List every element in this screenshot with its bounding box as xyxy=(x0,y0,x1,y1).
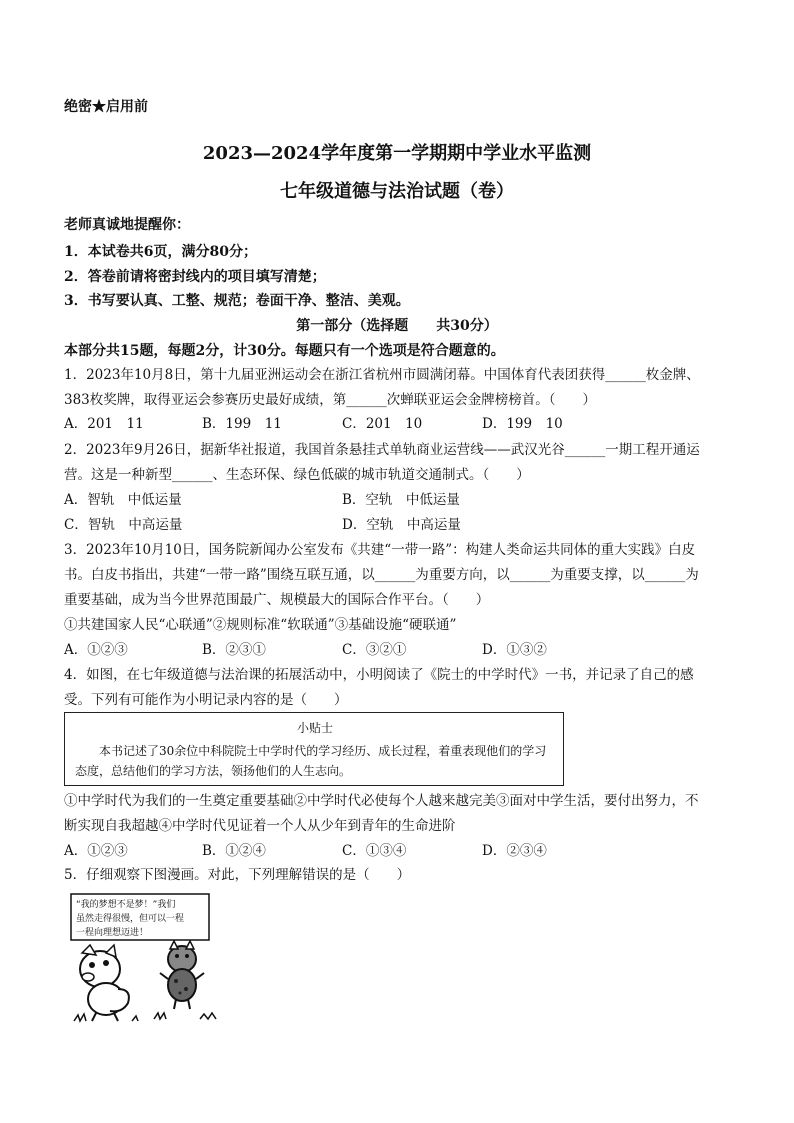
question-4-option-d: D．②③④ xyxy=(482,843,547,859)
question-4-option-c: C．①③④ xyxy=(342,843,407,859)
question-1-option-d: D．199 10 xyxy=(482,416,563,432)
comic-caption-line: “我的梦想不是梦！”我们 xyxy=(76,900,176,910)
question-2-option-b: B．空轨 中低运量 xyxy=(342,492,460,508)
exam-subtitle: 七年级道德与法治试题（卷） xyxy=(280,181,514,202)
question-4-text: 4．如图，在七年级道德与法治课的拓展活动中，小明阅读了《院士的中学时代》一书，并记录了自己的感 xyxy=(64,667,694,683)
exam-title: 2023—2024学年度第一学期期中学业水平监测 xyxy=(202,143,592,164)
question-4-option-a: A．①②③ xyxy=(64,843,128,859)
notice-item: 2．答卷前请将密封线内的项目填写清楚； xyxy=(64,269,326,285)
part-description: 本部分共15题，每题2分，计30分。每题只有一个选项是符合题意的。 xyxy=(64,343,505,359)
question-2-option-a: A．智轨 中低运量 xyxy=(64,492,182,508)
confidential-mark: 绝密★启用前 xyxy=(64,99,148,115)
comic-character-right xyxy=(160,941,204,1009)
question-4-text: 受。下列有可能作为小明记录内容的是（ ） xyxy=(64,692,348,708)
question-4-statements: 断实现自我超越④中学时代见证着一个人从少年到青年的生命进阶 xyxy=(64,818,456,834)
question-2-text: 营。这是一种新型______、生态环保、绿色低碳的城市轨道交通制式。（ ） xyxy=(64,467,530,483)
question-5-text: 5．仔细观察下图漫画。对此，下列理解错误的是（ ） xyxy=(64,867,411,883)
question-3-option-b: B．②③① xyxy=(202,642,266,658)
notice-item: 1．本试卷共6页，满分80分； xyxy=(64,244,257,260)
notice-item: 3．书写要认真、工整、规范；卷面干净、整洁、美观。 xyxy=(64,293,410,309)
question-3-option-d: D．①③② xyxy=(482,642,547,658)
question-2-option-d: D．空轨 中高运量 xyxy=(342,517,461,533)
question-3-option-c: C．③②① xyxy=(342,642,407,658)
tip-box xyxy=(64,712,564,786)
comic-image xyxy=(70,893,220,1025)
tip-box-title: 小贴士 xyxy=(296,721,333,735)
question-1-option-b: B．199 11 xyxy=(202,416,282,432)
comic-caption-line: 一程向理想迈进！ xyxy=(76,928,149,938)
question-1-text: 383枚奖牌，取得亚运会参赛历史最好成绩，第______次蝉联亚运会金牌榜榜首。（ ） xyxy=(64,392,597,408)
question-2-option-c: C．智轨 中高运量 xyxy=(64,517,183,533)
part-title: 第一部分（选择题 共30分） xyxy=(296,318,498,334)
question-1-text: 1．2023年10月8日，第十九届亚洲运动会在浙江省杭州市圆满闭幕。中国体育代表团获得______枚金牌、 xyxy=(64,367,700,383)
question-3-statements: ①共建国家人民“心联通”②规则标准“软联通”③基础设施“硬联通” xyxy=(64,617,457,633)
question-3-text: 书。白皮书指出，共建“一带一路”围绕互联互通，以______为重要方向，以______为重要支撑，以______为 xyxy=(64,567,699,583)
question-1-option-c: C．201 10 xyxy=(342,416,423,432)
question-3-option-a: A．①②③ xyxy=(64,642,128,658)
question-4-statements: ①中学时代为我们的一生奠定重要基础②中学时代必使每个人越来越完美③面对中学生活，要付出努力，不 xyxy=(64,793,699,809)
tip-box-text: 本书记述了30余位中科院院士中学时代的学习经历、成长过程，着重表现他们的学习态度，总结他们的学习方法，领扬他们的人生志向。 xyxy=(75,744,547,778)
question-1-option-a: A．201 11 xyxy=(64,416,144,432)
notice-heading: 老师真诚地提醒你： xyxy=(64,217,190,233)
question-3-text: 3．2023年10月10日，国务院新闻办公室发布《共建“一带一路”：构建人类命运共同体的重大实践》白皮 xyxy=(64,542,696,558)
question-4-option-b: B．①②④ xyxy=(202,843,266,859)
question-2-text: 2．2023年9月26日，据新华社报道，我国首条悬挂式单轨商业运营线——武汉光谷______一期工程开通运 xyxy=(64,442,700,458)
question-3-text: 重要基础，成为当今世界范围最广、规模最大的国际合作平台。（ ） xyxy=(64,592,490,608)
comic-character-left xyxy=(80,945,129,1021)
comic-caption-line: 虽然走得很慢，但可以一程 xyxy=(76,914,185,924)
